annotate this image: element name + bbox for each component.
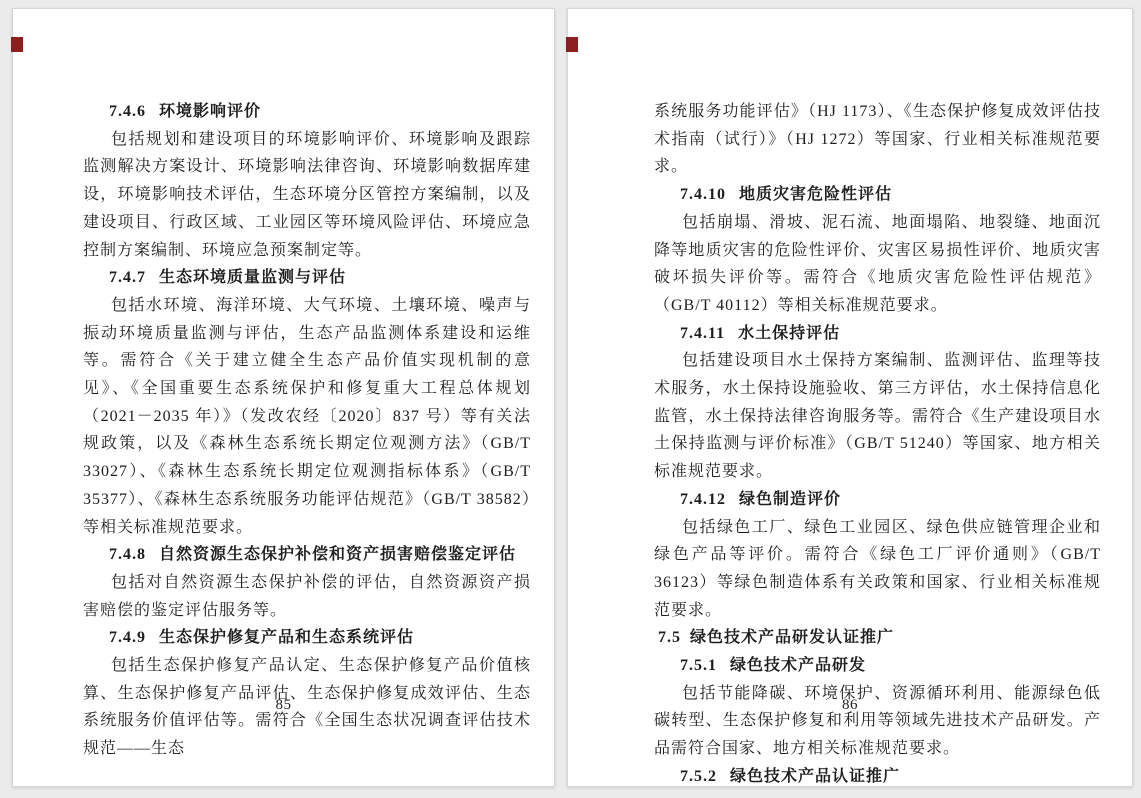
section-number: 7.4.10 <box>680 186 726 204</box>
section-number: 7.5.2 <box>680 767 717 785</box>
section-heading <box>83 541 531 569</box>
section-title: 绿色技术产品研发 <box>730 657 867 675</box>
document-page-right <box>567 8 1133 787</box>
page-number: 85 <box>275 697 292 713</box>
section-title: 生态保护修复产品和生态系统评估 <box>159 629 415 647</box>
section-title: 生态环境质量监测与评估 <box>159 269 347 287</box>
paragraph: 包括水环境、海洋环境、大气环境、土壤环境、噪声与振动环境质量监测与评估，生态产品监测体系建设和运维等。需符合《关于建立健全生态产品价值实现机制的意见》、《全国重要生态系统保护和修复重大工程总体规划（2021－2035 年）》（发改农经〔2020〕837 号）等有关法规政策，以及《森林生态系统长期定位观测方法》（GB/T 33027）、《森林生态系统长期定位观测指标体系》（GB/T 35377）、《森林生态系统服务功能评估规范》（GB/T 38582）等相关标准规范要求。 <box>83 296 531 536</box>
section-title: 水土保持评估 <box>738 324 841 342</box>
section-heading <box>83 624 531 652</box>
section-number: 7.5.1 <box>680 657 717 675</box>
page-text-column <box>83 98 531 763</box>
section-heading <box>654 763 1101 791</box>
section-heading <box>654 181 1101 209</box>
paragraph: 包括对自然资源生态保护补偿的评估，自然资源资产损害赔偿的鉴定评估服务等。 <box>83 573 531 619</box>
paragraph: 包括建设项目水土保持方案编制、监测评估、监理等技术服务，水土保持设施验收、第三方评估，水土保持信息化监管，水土保持法律咨询服务等。需符合《生产建设项目水土保持监测与评价标准》（GB/T 51240）等国家、地方相关标准规范要求。 <box>654 352 1101 481</box>
paragraph: 包括生态保护修复产品认定、生态保护修复产品价值核算、生态保护修复产品评估、生态保护修复成效评估、生态系统服务价值评估等。需符合《全国生态状况调查评估技术规范——生态 <box>83 657 531 758</box>
page-corner-mark <box>566 37 578 52</box>
section-title: 环境影响评价 <box>159 103 262 120</box>
section-heading <box>654 652 1101 680</box>
paragraph: 包括节能降碳、环境保护、资源循环利用、能源绿色低碳转型、生态保护修复和利用等领域先进技术产品研发。产品需符合国家、地方相关标准规范要求。 <box>654 684 1101 758</box>
document-page-left <box>12 8 555 787</box>
page-text-column <box>654 98 1101 791</box>
section-number: 7.4.8 <box>109 546 146 564</box>
section-heading <box>654 320 1101 348</box>
section-title: 绿色技术产品认证推广 <box>730 767 901 785</box>
paragraph: 系统服务功能评估》（HJ 1173）、《生态保护修复成效评估技术指南（试行）》（HJ 1272）等国家、行业相关标准规范要求。 <box>654 103 1101 176</box>
paragraph: 包括崩塌、滑坡、泥石流、地面塌陷、地裂缝、地面沉降等地质灾害的危险性评价、灾害区易损性评价、地质灾害破坏损失评价等。需符合《地质灾害危险性评估规范》（GB/T 40112）等相关标准规范要求。 <box>654 213 1101 314</box>
section-number: 7.4.7 <box>109 269 146 287</box>
section-heading <box>654 486 1101 514</box>
section-heading <box>83 264 531 292</box>
section-title: 地质灾害危险性评估 <box>739 186 893 204</box>
section-title: 自然资源生态保护补偿和资产损害赔偿鉴定评估 <box>159 546 517 564</box>
page-corner-mark <box>11 37 23 52</box>
section-number: 7.4.6 <box>109 103 146 120</box>
section-number: 7.4.9 <box>109 629 146 647</box>
section-number: 7.4.12 <box>680 490 726 508</box>
section-heading <box>654 624 1101 652</box>
section-title: 绿色制造评价 <box>739 490 842 508</box>
section-heading <box>83 98 531 126</box>
section-number: 7.5 <box>658 629 681 647</box>
section-title: 绿色技术产品研发认证推广 <box>690 629 895 647</box>
paragraph: 包括绿色工厂、绿色工业园区、绿色供应链管理企业和绿色产品等评价。需符合《绿色工厂评价通则》（GB/T 36123）等绿色制造体系有关政策和国家、行业相关标准规范要求。 <box>654 518 1101 619</box>
page-number: 86 <box>842 697 858 713</box>
paragraph: 包括规划和建设项目的环境影响评价、环境影响及跟踪监测解决方案设计、环境影响法律咨询、环境影响数据库建设，环境影响技术评估，生态环境分区管控方案编制，以及建设项目、行政区域、工业园区等环境风险评估、环境应急控制方案编制、环境应急预案制定等。 <box>83 130 531 259</box>
section-number: 7.4.11 <box>680 324 726 342</box>
